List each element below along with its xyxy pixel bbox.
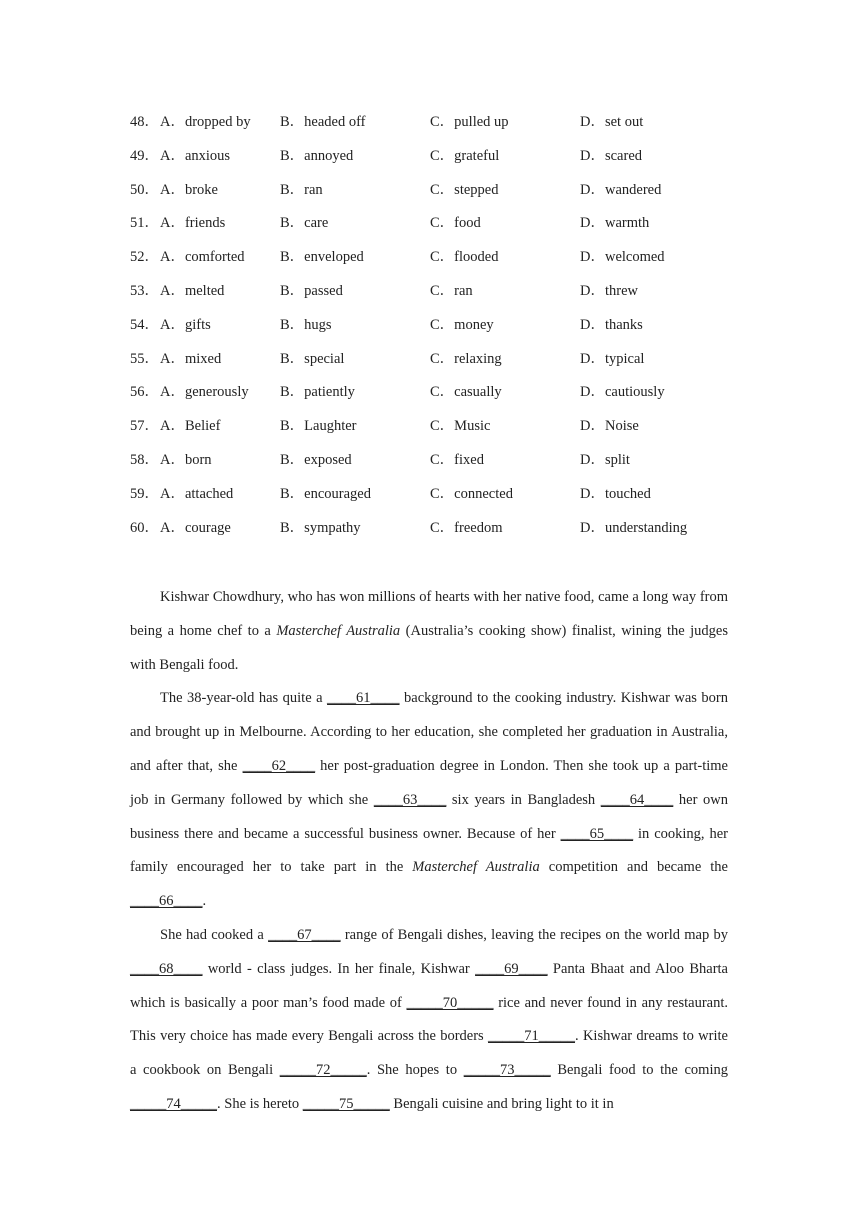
passage-text: rice and never found in any restaurant. This very choice has made every Bengali across the borders (130, 994, 728, 1045)
show-title: Masterchef Australia (412, 859, 540, 876)
option-b: B．hugs (280, 316, 332, 333)
option-b: B．ran (280, 181, 323, 198)
option-a: A．generously (160, 384, 249, 401)
passage-text: Panta Bhaat and Aloo Bharta which is basically a poor man’s food made of (130, 960, 728, 1011)
passage-text: competition and became the (539, 859, 728, 876)
question-number: 52． (130, 249, 159, 266)
option-b: B．headed off (280, 114, 366, 130)
option-a: A．anxious (160, 147, 231, 164)
question-number: 53． (130, 282, 159, 299)
blank-64: ____64____ (600, 791, 674, 808)
option-c: C．freedom (430, 519, 503, 536)
option-c: C．stepped (430, 181, 499, 198)
option-d: D．thanks (580, 316, 643, 333)
passage-text: Bengali cuisine and bring light to it in (389, 1095, 614, 1112)
question-row (130, 178, 730, 212)
option-b: B．annoyed (280, 147, 354, 164)
option-b: B．special (280, 350, 345, 367)
passage-text: She had cooked a (160, 926, 269, 943)
passage-text: The 38-year-old has quite a (160, 690, 328, 707)
question-row (130, 313, 730, 347)
blank-62: ____62____ (242, 757, 316, 774)
option-a: A．comforted (160, 249, 245, 266)
passage-text: background to the cooking industry. Kishwar was born and brought up in Melbourne. According to her education, she completed her graduation in Australia, and after that, she (130, 690, 728, 774)
question-row (130, 448, 730, 482)
option-d: D．Noise (580, 418, 639, 435)
option-c: C．money (430, 316, 494, 333)
passage-text: . She is hereto (217, 1095, 303, 1112)
question-number: 55． (130, 350, 159, 367)
option-d: D．understanding (580, 519, 688, 536)
passage-text: her post-graduation degree in London. Then she took up a part-time job in Germany followed by which she (130, 757, 728, 808)
option-a: A．attached (160, 485, 234, 502)
question-row (130, 482, 730, 516)
passage-text: range of Bengali dishes, leaving the recipes on the world map by (340, 926, 729, 943)
option-a: A．courage (160, 519, 231, 536)
question-number: 59． (130, 485, 159, 502)
question-row (130, 245, 730, 279)
question-row (130, 279, 730, 313)
blank-68: ____68____ (130, 960, 203, 977)
blank-65: ____65____ (560, 825, 634, 842)
question-number: 56． (130, 384, 159, 401)
option-d: D．wandered (580, 181, 662, 198)
question-number: 48． (130, 114, 159, 130)
show-title: Masterchef Australia (276, 622, 401, 639)
option-d: D．welcomed (580, 249, 665, 266)
blank-70: _____70_____ (406, 994, 494, 1011)
option-b: B．sympathy (280, 519, 361, 536)
passage-text: (Australia’s cooking show) finalist, wining the judges with Bengali food. (130, 622, 728, 673)
option-b: B．Laughter (280, 418, 357, 435)
blank-75: _____75_____ (302, 1095, 390, 1112)
option-a: A．broke (160, 181, 218, 198)
blank-61: ____61____ (327, 690, 400, 707)
option-b: B．enveloped (280, 249, 364, 266)
question-row (130, 144, 730, 178)
passage-text: world - class judges. In her finale, Kishwar (202, 960, 476, 977)
option-c: C．casually (430, 384, 502, 401)
option-a: A．Belief (160, 418, 221, 435)
question-number: 49． (130, 147, 159, 164)
question-number: 60． (130, 519, 159, 536)
option-a: A．friends (160, 215, 226, 232)
option-d: D．touched (580, 485, 651, 502)
option-a: A．gifts (160, 316, 211, 333)
answer-options-list (130, 110, 730, 549)
option-d: D．split (580, 451, 630, 468)
passage-paragraph-1 (130, 581, 728, 682)
passage-paragraph-3 (130, 919, 728, 1122)
option-c: C．food (430, 215, 481, 232)
passage-text: in cooking, her family encouraged her to take part in the (130, 825, 728, 876)
blank-66: ____66____ (130, 893, 203, 910)
option-b: B．exposed (280, 451, 352, 468)
question-row (130, 414, 730, 448)
option-d: D．set out (580, 114, 644, 130)
question-row (130, 211, 730, 245)
blank-73: _____73_____ (463, 1062, 551, 1079)
option-a: A．dropped by (160, 114, 251, 130)
passage-text: six years in Bangladesh (446, 791, 601, 808)
passage-text: . Kishwar dreams to write a cookbook on Bengali (130, 1028, 728, 1079)
question-row (130, 380, 730, 414)
question-number: 58． (130, 451, 159, 468)
option-c: C．relaxing (430, 350, 502, 367)
option-c: C．flooded (430, 249, 499, 266)
question-row (130, 347, 730, 381)
reading-passage (130, 581, 728, 1122)
blank-72: _____72_____ (279, 1062, 367, 1079)
option-a: A．born (160, 451, 212, 468)
option-d: D．threw (580, 282, 638, 299)
option-b: B．encouraged (280, 485, 371, 502)
question-number: 51． (130, 215, 159, 232)
option-c: C．fixed (430, 451, 484, 468)
passage-paragraph-2 (130, 682, 728, 919)
option-a: A．melted (160, 282, 225, 299)
question-row (130, 516, 730, 550)
blank-67: ____67____ (268, 926, 341, 943)
question-number: 50． (130, 181, 159, 198)
option-b: B．care (280, 215, 329, 232)
option-c: C．ran (430, 282, 473, 299)
option-b: B．patiently (280, 384, 355, 401)
blank-74: _____74_____ (130, 1095, 217, 1112)
option-c: C．pulled up (430, 114, 509, 130)
passage-text: . She hopes to (366, 1062, 464, 1079)
question-number: 54． (130, 316, 159, 333)
option-c: C．Music (430, 418, 491, 435)
question-row (130, 110, 730, 144)
option-c: C．connected (430, 485, 513, 502)
passage-text: Bengali food to the coming (550, 1062, 728, 1079)
passage-text: Kishwar Chowdhury, who has won millions of hearts with her native food, came a long way from being a home chef to a (130, 589, 728, 639)
blank-63: ____63____ (373, 791, 447, 808)
blank-69: ____69____ (475, 960, 548, 977)
option-d: D．cautiously (580, 384, 665, 401)
option-c: C．grateful (430, 147, 500, 164)
option-d: D．typical (580, 350, 645, 367)
option-d: D．warmth (580, 215, 650, 232)
option-a: A．mixed (160, 350, 222, 367)
option-b: B．passed (280, 282, 343, 299)
option-d: D．scared (580, 147, 643, 164)
passage-text: her own business there and became a successful business owner. Because of her (130, 791, 728, 842)
question-number: 57． (130, 418, 159, 435)
passage-text: . (202, 893, 207, 910)
blank-71: _____71_____ (488, 1028, 576, 1045)
